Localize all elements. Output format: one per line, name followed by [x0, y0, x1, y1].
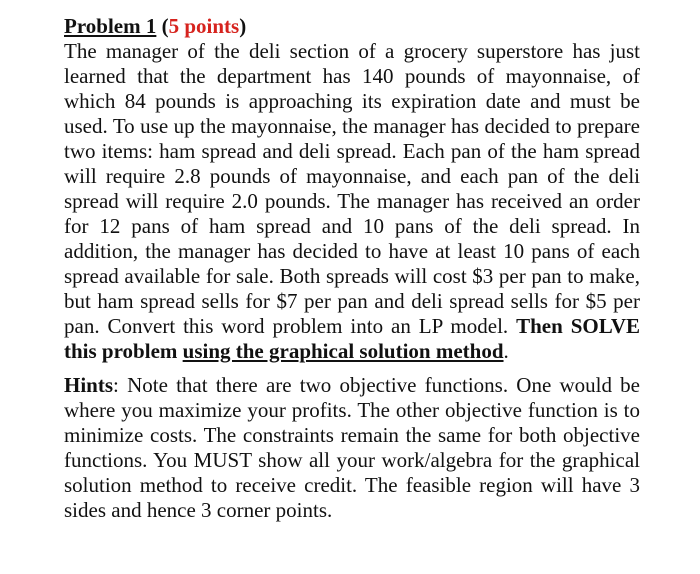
hints-colon: : — [113, 373, 119, 397]
hints-text: Note that there are two objective functions. One would be where you maximize your profits. The other objective function is to minimize costs. The constraints remain the same for both objective functions. You MUST show all your work/algebra for the graphical solution method to receive credit. The feasible region will have 3 sides and hence 3 corner points. — [64, 373, 640, 522]
problem-title: Problem 1 — [64, 14, 157, 38]
problem-statement — [64, 39, 640, 364]
statement-period: . — [503, 339, 509, 363]
problem-heading — [64, 14, 640, 39]
problem-body-text: The manager of the deli section of a grocery superstore has just learned that the department has 140 pounds of mayonnaise, of which 84 pounds is approaching its expiration date and must be used. To use up the mayonnaise, the manager has decided to prepare two items: ham spread and deli spread. Each pan of the ham spread will require 2.8 pounds of mayonnaise, and each pan of the deli spread will require 2.0 pounds. The manager has received an order for 12 pans of ham spread and 10 pans of the deli spread. In addition, the manager has decided to have at least 10 pans of each spread available for sale. Both spreads will cost $3 per pan to make, but ham spread sells for $7 per pan and deli spread sells for $5 per pan. Convert this word problem into an LP model. — [64, 39, 640, 338]
points-value: 5 points — [168, 14, 240, 38]
points-close-paren: ) — [239, 14, 247, 38]
hints-label: Hints — [64, 373, 114, 397]
points-open-paren: ( — [156, 14, 169, 38]
hints-paragraph — [64, 373, 640, 523]
solve-instruction: Then SOLVE this problem — [64, 314, 640, 363]
document-page — [64, 14, 640, 523]
graphical-method-phrase: using the graphical solution method — [182, 339, 504, 363]
